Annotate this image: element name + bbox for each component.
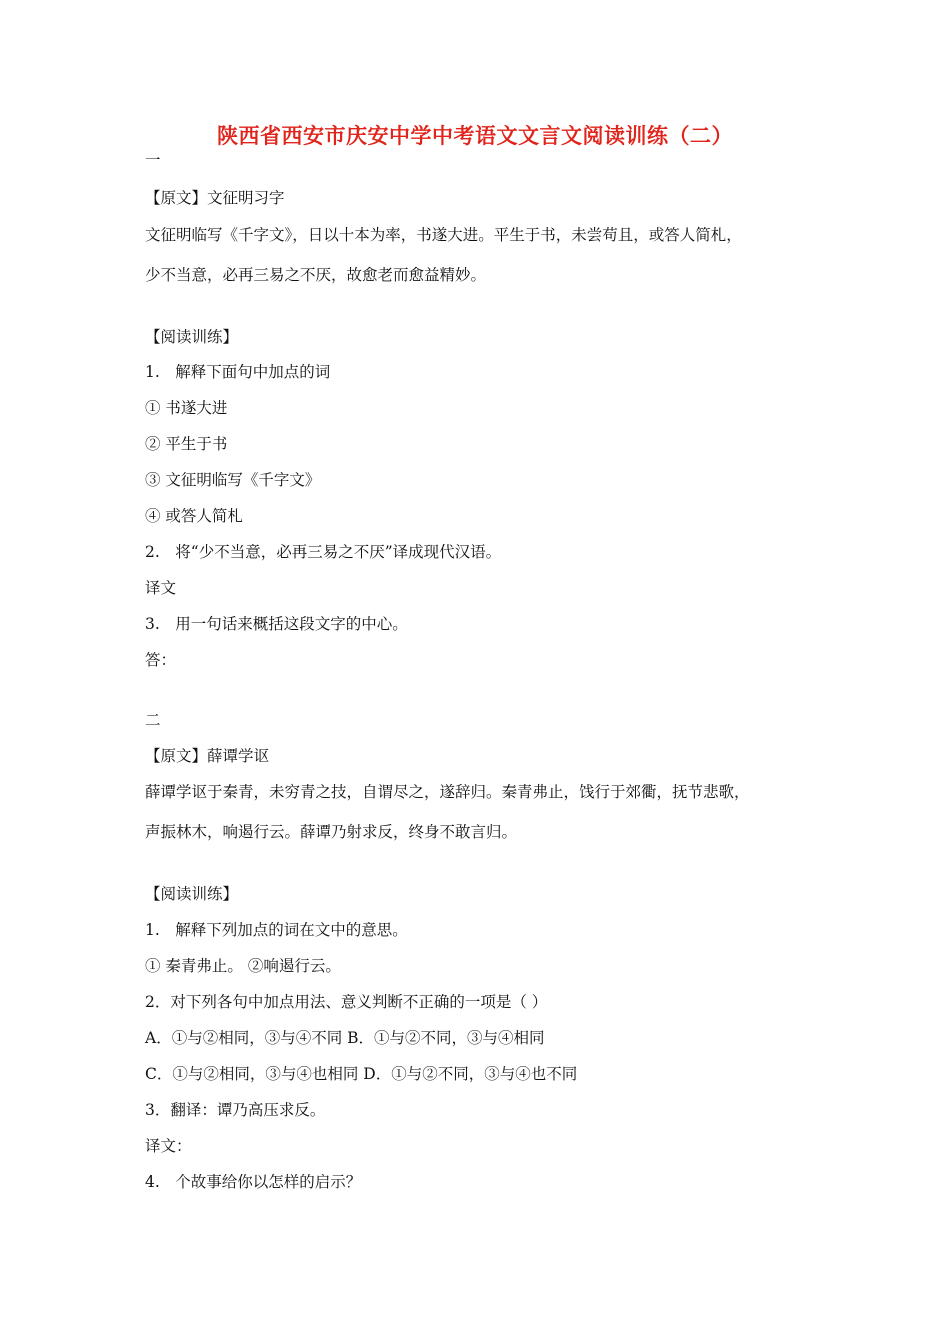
s1-q2-answer-label: 译文	[145, 579, 177, 597]
s2-question-4: 4. 个故事给你以怎样的启示？	[145, 1173, 362, 1191]
s2-q1-items: ① 秦青弗止。 ②响遏行云。	[145, 957, 341, 975]
s2-question-3: 3．翻译：谭乃高压求反。	[145, 1101, 326, 1119]
original-heading-2: 【原文】薛谭学讴	[145, 747, 270, 765]
s1-question-3: 3. 用一句话来概括这段文字的中心。	[145, 615, 408, 633]
s2-q2-option-cd: C．①与②相同，③与④也相同 D．①与②不同，③与④也不同	[145, 1065, 578, 1083]
passage-1-line-2: 少不当意，必再三易之不厌，故愈老而愈益精妙。	[145, 266, 487, 284]
s2-q3-answer-label: 译文：	[145, 1137, 192, 1155]
s1-q1-item-1: ① 书遂大进	[145, 399, 228, 417]
s1-q3-answer-label: 答：	[145, 651, 177, 669]
passage-2-line-2: 声振林木，响遏行云。薛谭乃射求反，终身不敢言归。	[145, 823, 518, 841]
exercise-heading-2: 【阅读训练】	[145, 885, 239, 903]
s1-question-2: 2. 将“少不当意，必再三易之不厌”译成现代汉语。	[145, 543, 502, 561]
section-number-2: 二	[145, 711, 161, 729]
s2-q2-option-ab: A．①与②相同，③与④不同 B．①与②不同，③与④相同	[145, 1029, 545, 1047]
passage-1-line-1: 文征明临写《千字文》，日以十本为率，书遂大进。平生于书，未尝苟且，或答人简札，	[145, 226, 742, 244]
passage-2-line-1: 薛谭学讴于秦青，未穷青之技，自谓尽之，遂辞归。秦青弗止，饯行于郊衢，抚节悲歌，	[145, 783, 750, 801]
s1-question-1: 1. 解释下面句中加点的词	[145, 363, 331, 381]
section-number-1: 一	[145, 151, 161, 169]
s1-q1-item-4: ④ 或答人简札	[145, 507, 243, 525]
exercise-heading-1: 【阅读训练】	[145, 328, 239, 346]
document-title: 陕西省西安市庆安中学中考语文文言文阅读训练（二）	[217, 123, 733, 148]
s1-q1-item-2: ② 平生于书	[145, 435, 228, 453]
s1-q1-item-3: ③ 文征明临写《千字文》	[145, 471, 321, 489]
s2-question-1: 1. 解释下列加点的词在文中的意思。	[145, 921, 408, 939]
s2-question-2: 2．对下列各句中加点用法、意义判断不正确的一项是（ ）	[145, 993, 548, 1011]
original-heading-1: 【原文】文征明习字	[145, 189, 285, 207]
